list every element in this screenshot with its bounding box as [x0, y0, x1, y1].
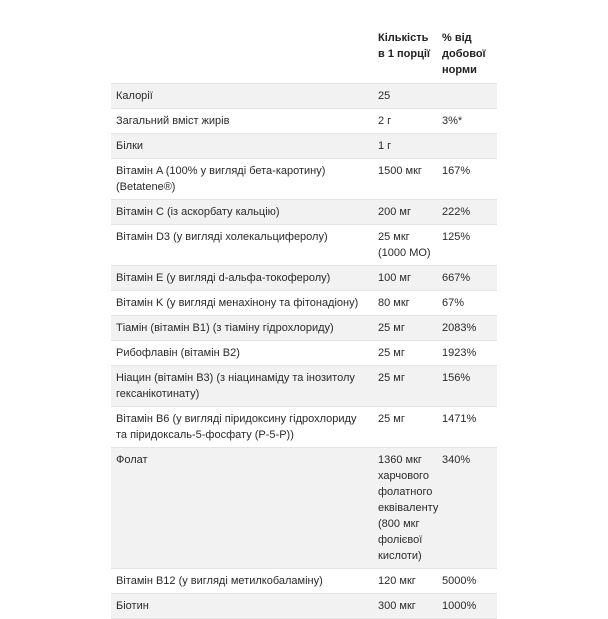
table-header-row	[111, 28, 497, 84]
nutrient-daily-value: 340%	[437, 448, 497, 569]
nutrient-name: Загальний вміст жирів	[111, 109, 373, 134]
nutrient-name: Рибофлавін (вітамін B2)	[111, 341, 373, 366]
nutrient-name: Вітамін D3 (у вигляді холекальциферолу)	[111, 225, 373, 266]
nutrient-daily-value: 667%	[437, 266, 497, 291]
nutrient-amount: 25 мг	[373, 341, 437, 366]
nutrient-amount: 200 мг	[373, 200, 437, 225]
nutrient-daily-value: 1000%	[437, 594, 497, 619]
nutrient-amount: 1 г	[373, 134, 437, 159]
nutrient-name: Тіамін (вітамін B1) (з тіаміну гідрохлориду)	[111, 316, 373, 341]
header-amount: Кількість в 1 порції	[378, 32, 430, 60]
nutrient-amount: 1360 мкг харчового фолатного еквіваленту (800 мкг фолієвої кислоти)	[373, 448, 437, 569]
table-row	[111, 448, 497, 569]
table-row	[111, 84, 497, 109]
nutrient-daily-value: 167%	[437, 159, 497, 200]
nutrient-daily-value: 1923%	[437, 341, 497, 366]
nutrient-amount: 100 мг	[373, 266, 437, 291]
nutrient-name: Вітамін B12 (у вигляді метилкобаламіну)	[111, 569, 373, 594]
table-row	[111, 291, 497, 316]
nutrient-daily-value: 3%*	[437, 109, 497, 134]
nutrient-name: Ніацин (вітамін B3) (з ніацинаміду та інозитолу гексанікотинату)	[111, 366, 373, 407]
nutrient-name: Вітамін B6 (у вигляді піридоксину гідрохлориду та піридоксаль-5-фосфату (P-5-P))	[111, 407, 373, 448]
nutrient-daily-value: 125%	[437, 225, 497, 266]
nutrient-daily-value: 1471%	[437, 407, 497, 448]
table-row	[111, 109, 497, 134]
nutrient-name: Вітамін E (у вигляді d-альфа-токоферолу)	[111, 266, 373, 291]
table-row	[111, 569, 497, 594]
nutrient-daily-value: 156%	[437, 366, 497, 407]
nutrient-name: Білки	[111, 134, 373, 159]
header-nutrient	[111, 28, 373, 84]
nutrient-amount: 25 мкг (1000 МО)	[373, 225, 437, 266]
table-row	[111, 266, 497, 291]
nutrient-name: Калорії	[111, 84, 373, 109]
nutrient-amount: 25	[373, 84, 437, 109]
nutrient-daily-value: 5000%	[437, 569, 497, 594]
table-row	[111, 594, 497, 619]
table-row	[111, 407, 497, 448]
nutrient-amount: 300 мкг	[373, 594, 437, 619]
table-row	[111, 366, 497, 407]
nutrient-daily-value: 67%	[437, 291, 497, 316]
table-row	[111, 159, 497, 200]
table-row	[111, 200, 497, 225]
nutrient-daily-value: 222%	[437, 200, 497, 225]
nutrient-amount: 2 г	[373, 109, 437, 134]
nutrient-name: Вітамін A (100% у вигляді бета-каротину) (Betatene®)	[111, 159, 373, 200]
nutrient-amount: 25 мг	[373, 366, 437, 407]
nutrient-daily-value	[437, 134, 497, 159]
header-daily-value: % від добової норми	[442, 32, 486, 76]
table-row	[111, 341, 497, 366]
nutrient-amount: 80 мкг	[373, 291, 437, 316]
nutrition-facts-table	[111, 28, 497, 619]
nutrient-name: Вітамін C (із аскорбату кальцію)	[111, 200, 373, 225]
nutrient-daily-value	[437, 84, 497, 109]
nutrient-amount: 120 мкг	[373, 569, 437, 594]
nutrient-daily-value: 2083%	[437, 316, 497, 341]
nutrient-name: Фолат	[111, 448, 373, 569]
table-row	[111, 316, 497, 341]
table-row	[111, 134, 497, 159]
nutrient-amount: 25 мг	[373, 316, 437, 341]
nutrient-amount: 1500 мкг	[373, 159, 437, 200]
nutrient-amount: 25 мг	[373, 407, 437, 448]
nutrient-name: Вітамін K (у вигляді менахінону та фітонадіону)	[111, 291, 373, 316]
nutrient-name: Біотин	[111, 594, 373, 619]
table-row	[111, 225, 497, 266]
